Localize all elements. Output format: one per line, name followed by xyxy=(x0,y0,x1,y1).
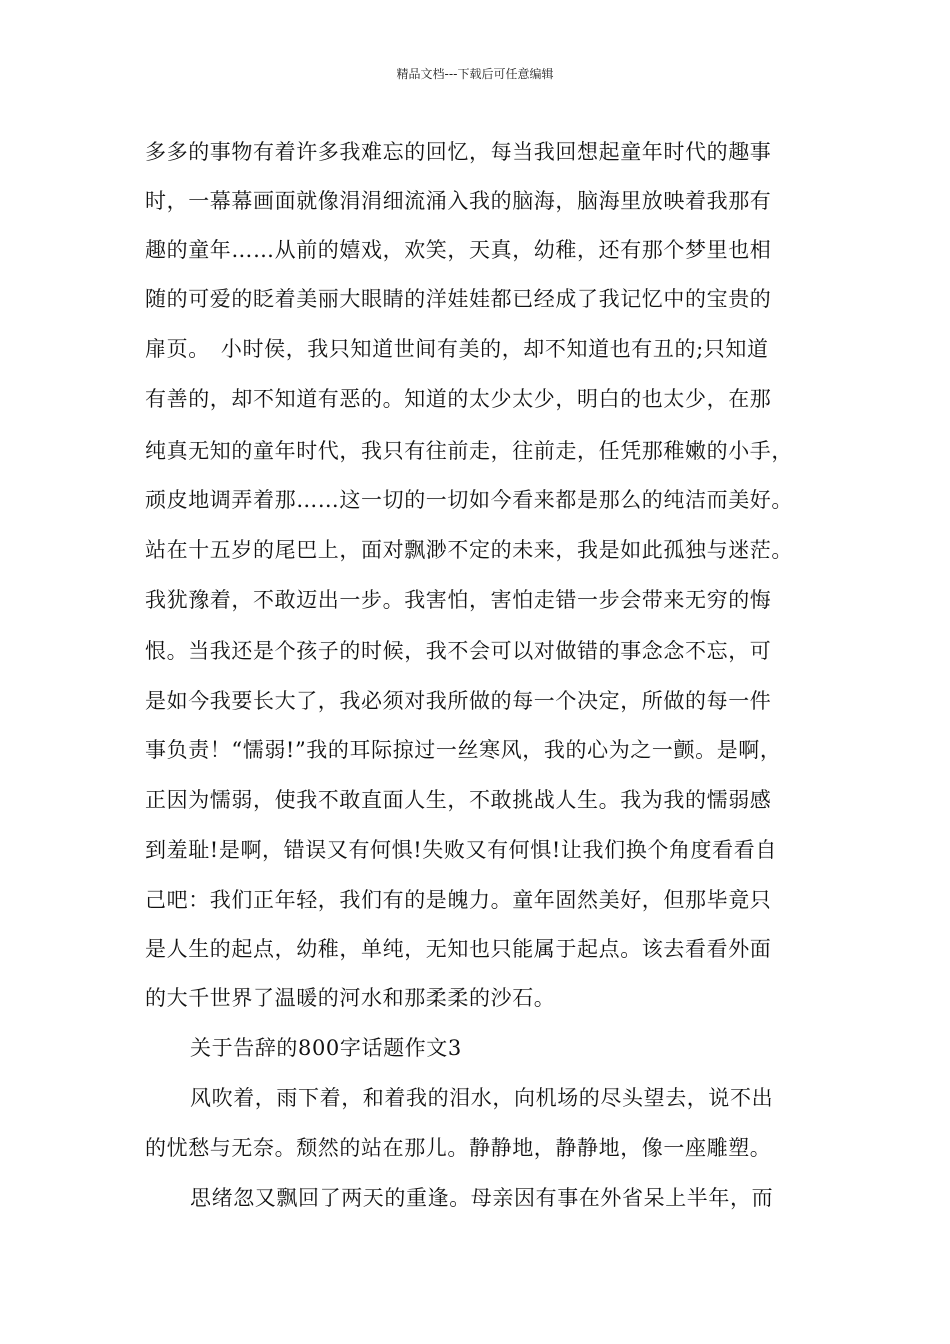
text-line: 站在十五岁的尾巴上，面对飘渺不定的未来，我是如此孤独与迷茫。 xyxy=(145,538,793,562)
text-line: 扉页。 小时侯，我只知道世间有美的，却不知道也有丑的;只知道 xyxy=(145,337,769,361)
text-line: 的大千世界了温暖的河水和那柔柔的沙石。 xyxy=(145,986,556,1010)
text-line: 顽皮地调弄着那……这一切的一切如今看来都是那么的纯洁而美好。 xyxy=(145,488,793,512)
text-line: 趣的童年……从前的嬉戏，欢笑，天真，幼稚，还有那个梦里也相 xyxy=(145,238,772,262)
text-line: 恨。当我还是个孩子的时候，我不会可以对做错的事念念不忘，可 xyxy=(145,639,772,663)
page-header: 精品文档---下载后可任意编辑 xyxy=(396,67,554,81)
text-line: 多多的事物有着许多我难忘的回忆，每当我回想起童年时代的趣事 xyxy=(145,140,772,164)
text-line: 有善的，却不知道有恶的。知道的太少太少，明白的也太少，在那 xyxy=(145,387,772,411)
text-line: 的忧愁与无奈。颓然的站在那儿。静静地，静静地，像一座雕塑。 xyxy=(145,1136,772,1160)
text-line: 纯真无知的童年时代，我只有往前走，往前走，任凭那稚嫩的小手， xyxy=(145,439,793,463)
text-line: 己吧：我们正年轻，我们有的是魄力。童年固然美好，但那毕竟只 xyxy=(145,888,772,912)
section-heading: 关于告辞的800字话题作文3 xyxy=(190,1036,462,1060)
text-line: 到羞耻!是啊，错误又有何惧!失败又有何惧!让我们换个角度看看自 xyxy=(145,838,777,862)
text-line: 时，一幕幕画面就像涓涓细流涌入我的脑海，脑海里放映着我那有 xyxy=(145,189,772,213)
text-line: 随的可爱的眨着美丽大眼睛的洋娃娃都已经成了我记忆中的宝贵的 xyxy=(145,287,772,311)
text-line: 正因为懦弱，使我不敢直面人生，不敢挑战人生。我为我的懦弱感 xyxy=(145,788,772,812)
text-line: 我犹豫着，不敢迈出一步。我害怕，害怕走错一步会带来无穷的悔 xyxy=(145,588,772,612)
text-line: 思绪忽又飘回了两天的重逢。母亲因有事在外省呆上半年，而 xyxy=(190,1186,774,1210)
text-line: 事负责！“懦弱!”我的耳际掠过一丝寒风，我的心为之一颤。是啊， xyxy=(145,738,782,762)
text-line: 是人生的起点，幼稚，单纯，无知也只能属于起点。该去看看外面 xyxy=(145,937,772,961)
text-line: 是如今我要长大了，我必须对我所做的每一个决定，所做的每一件 xyxy=(145,689,772,713)
text-line: 风吹着，雨下着，和着我的泪水，向机场的尽头望去，说不出 xyxy=(190,1086,774,1110)
